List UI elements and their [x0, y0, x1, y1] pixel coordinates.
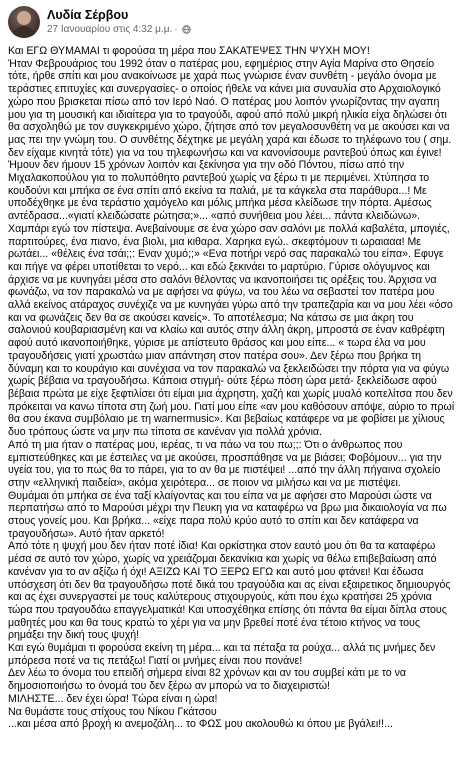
post-paragraph: Ήμουν δεν ήμουν 15 χρόνων λοιπόν και ξεκίνησα για την οδό Πόντου, πίσω από την Μιχαλακοπούλου για το πολυπόθητο ραντεβού χωρίς να ξέρω τι με περιμένει. Χτύπησα το κουδούνι και μπήκα σε ένα σπίτι από εκείνα τα παλιά, με τα κάγκελα στα παράθυρα...! Με υποδέχθηκε με ένα τεράστιο χαμόγελο και μόλις μπήκα μέσα κλείδωσε την πόρτα. Αμέσως αντέδρασα...«γιατί κλειδώσατε ρώτησα;»... «από συνήθεια μου λέει... πάντα κλειδώνω». Χαμπάρι εγώ τον πίστεψα. Ανεβαίνουμε σε ένα χώρο σαν σαλόνι με πολλά καβαλέτα, μπογιές, παρτιτούρες, ένα πιανο, ένα βιολι, μια κιθαρα. Χαρηκα εγώ.. σκεφτόμουν τι ωραιααα! Με ρωτάει... «θέλεις ένα τσάι;;: Εναν χυμό;;» «Ενα ποτήρι νερό σας παρακαλώ του είπα». Εφυγε και πήγε να φέρει υποτίθεται το νερό... και εδώ ξεκινάει το μαρτύριο. Γύρισε ολόγυμνος και άρχισε να με κυνηγάει μέσα στο σαλόνι θέλοντας να ικανοποιήσει τις ορέξεις του. Άρχισα να φωνάζω, να τον παρακαλώ να με αφήσει να φύγω, να του λέω να σεβαστεί τον πατέρα μου αλλά εκείνος ατάραχος συνέχιζε να με κυνηγάει γύρω από την τραπεζαρία και να μου λέει «όσο και να φωνάζεις δεν θα σε ακούσει κανείς». Το αποτέλεσμα; Να κάτσω σε μια άκρη του σαλονιού κουβαριασμένη και να κλαίω και αυτός στην άλλη άκρη, μπροστά σε έναν καθρέφτη αφού αυτό ικανοποιήθηκε, γύρισε με απίστευτο θράσος και μου είπε... « τωρα έλα να μου τραγουδήσεις γιατί χρωστάω μιαν απάντηση στον πατέρα σου». Δεν ξέρω που βρήκα τη δύναμη και το κουράγιο και συνέχισα να τον παρακαλώ να ξεκλειδώσει την πόρτα για να φύγω χωρίς βέβαια να τραγουδήσω. Κάποια στιγμή- ούτε ξέρω πόση ώρα μετά- ξεκλείδωσε αφού βέβαια πρώτα με είχε ξεφτιλίσει ότι είμαι μια άχρηστη, χαζή και χωρίς μυαλό κοπελίτσα που δεν πρόκειται να κανω τίποτα στη ζωή μου. Γιατί μου είπε «αν μου καθόσουν απόψε, αύριο το πρωί θα σου έκανα συμβόλαιο με τη warnermusic». Και βεβαίως κατάφερε να με φοβίσει με χίλιους δυο τρόπους ώστε να μην πω τίποτα σε κανέναν για πολλά χρόνια. [8, 159, 455, 439]
post-paragraph: Να θυμάστε τους στίχους του Νίκου Γκάτσου [8, 705, 217, 718]
post-body [8, 45, 455, 731]
avatar[interactable] [8, 6, 40, 38]
post-paragraph: Ήταν Φεβρουάριος του 1992 όταν ο πατέρας μου, εφημέριος στην Αγία Μαρίνα στο Θησείο τότε, ήρθε σπίτι και μου ανακοίνωσε με χαρά πως γνώρισε έναν συνθέτη - μεγάλο όνομα με τεράστιες επιτυχίες και συνεργασίες- ο οποίος ήθελε να κάνει μια συναυλία στο Αρχαιολογικό χώρο που βρισκεται πίσω από τον Ιερό Ναό. Ο πατέρας μου λοιπόν γνωρίζοντας την αγαπη μου για τη μουσική και ιδιαίτερα για το τραγούδι, αφού από πολύ μικρή ηλικία είχα δηλώσει ότι θα ασχοληθώ με τον συγκεκριμένο χώρο, ζήτησε από τον μεγαλοσυνθέτη να με ακούσει και να μας πει την γνώμη του. Ο συνθέτης δέχτηκε με μεγάλη χαρά και έδωσε το τηλέφωνο του ( σημ. δεν είχαμε κινητά τότε) για να του τηλεφωνήσω και να κανονίσουμε ραντεβού όπως και έγινε! [8, 57, 452, 159]
post-paragraph: ...και μέσα από βροχή κι ανεμοζάλη... το ΦΩΣ μου ακολουθώ κι όπου με βγάλει!!... [8, 718, 393, 731]
post-paragraph: Και εγώ θυμάμαι τι φορούσα εκείνη τη μέρα... και τα πέταξα τα ρούχα... αλλά τις μνήμες δεν μπόρεσα ποτέ να τις πετάξω! Γιατί οι μνήμες είναι που πονάνε! [8, 642, 436, 667]
post-subline [47, 23, 191, 36]
post-paragraph: Θυμάμαι ότι μπήκα σε ένα ταξί κλαίγοντας και του είπα να με αφήσει στο Μαρούσι ώστε να περπατήσω από το Μαρούσι μέχρι την Πευκη για να καταφέρω να βρω μια δικαιολογία να πω στους γονείς μου. Και βρήκα... «είχε παρα πολύ κρύο αυτό το σπίτι και δεν κατάφερα να τραγουδήσω». Αυτό ήταν αρκετό! [8, 489, 447, 540]
post-paragraph: Δεν λέω το όνομα του επειδή σήμερα είναι 82 χρόνων και αν του συμβεί κάτι με το να δημοσιοποιήσω το όνομά του δεν ξέρω αν μπορώ να το διαχειριστώ! [8, 667, 407, 693]
globe-icon[interactable] [182, 25, 191, 34]
post-paragraph: Από τη μια ήταν ο πατέρας μου, ιερέας, τι να πάω να του πω;;: Ότι ο άνθρωπος που εμπιστεύθηκες και με έστειλες να με ακούσει, προσπάθησε να με βιάσει; Φοβόμουν... για την υγεία του, για το πως θα το πάρει, για το αν θα με πιστέψει! ...από την άλλη πήγαινα σχολείο στην «ελληνική παιδεία», ακόμα χειρότερα... σε ποιον να μιλήσω και να με πιστέψει. [8, 438, 442, 489]
post-paragraph: ΜΙΛΗΣΤΕ... δεν έχει ώρα! Τώρα είναι η ώρα! [8, 692, 218, 705]
meta-separator: · [174, 24, 178, 35]
author-name[interactable]: Λυδία Σέρβου [47, 8, 129, 22]
post-paragraph: Από τότε η ψυχή μου δεν ήταν ποτέ ίδια! Και ορκίστηκα στον εαυτό μου ότι θα τα καταφέρω μέσα σε αυτό τον χώρο, χωρίς να χρειάζομαι δεκανίκια και χωρίς να θέλω επιβεβαίωση από κανέναν για το αν αξίζω ή όχι! ΑΞΙΖΩ ΚΑΙ ΤΟ ΞΕΡΩ ΕΓΩ και αυτό μου φτάνει! Και έδωσα υπόσχεση ότι δεν θα τραγουδήσω ποτέ δικά του τραγούδια και ας είναι εξαιρετικος δημιουργός και ας έχει συνεργαστεί με τους καλύτερους στιχουργούς, κάτι που έχω κρατήσει 25 χρόνια τώρα που τραγουδάω επαγγελματικά! Και υποσχέθηκα επίσης ότι πάντα θα είμαι δίπλα στους μαθητές μου και θα τους κρατώ το χέρι για να μην βρεθεί ποτέ ένα τέτοιο κτήνος να τους ρημάξει την δική τους ψυχή! [8, 540, 451, 642]
post-timestamp[interactable]: 27 Ιανουαρίου στις 4:32 μ.μ. [47, 24, 173, 35]
post-meta [47, 8, 191, 36]
post-header [8, 4, 455, 40]
post-paragraph: Και ΕΓΩ ΘΥΜΑΜΑΙ τι φορούσα τη μέρα που ΣΑΚΑΤΕΨΕΣ ΤΗΝ ΨΥΧΗ ΜΟΥ! [8, 45, 370, 57]
